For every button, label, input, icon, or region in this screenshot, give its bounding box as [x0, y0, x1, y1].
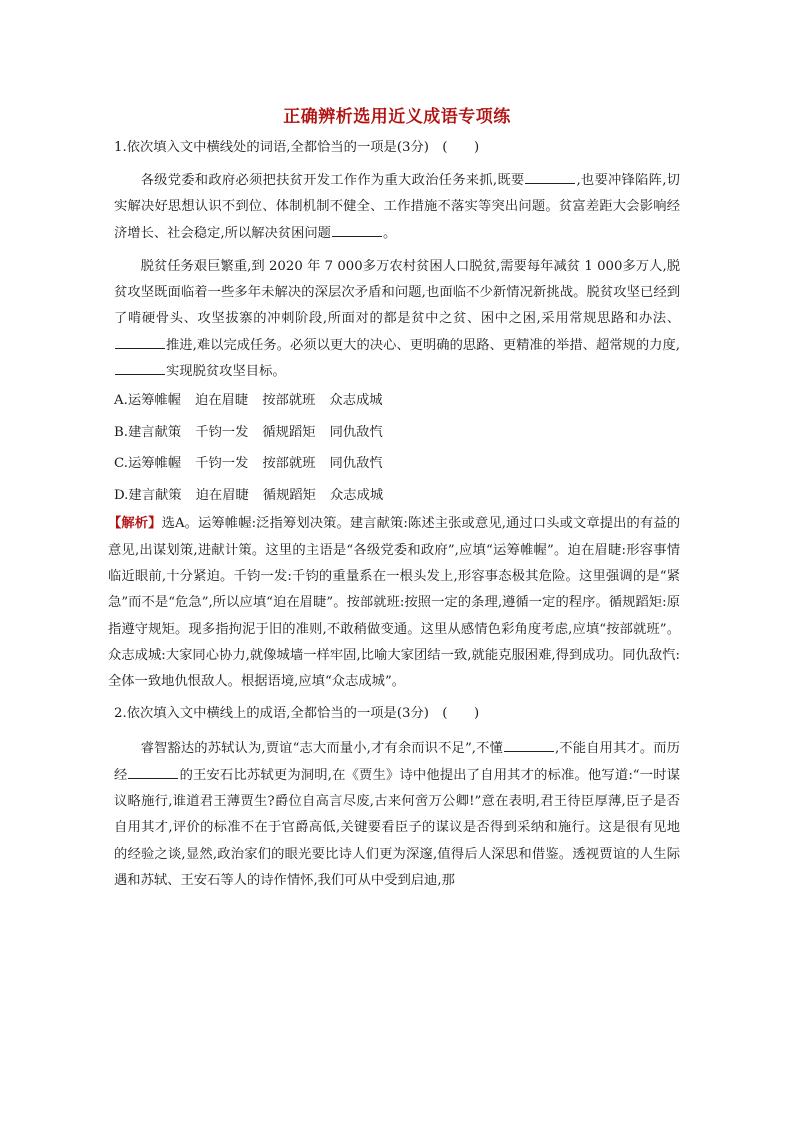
answer-blank — [525, 169, 575, 184]
question-1-stem: 1.依次填入文中横线处的词语,全都恰当的一项是(3分) ( ) — [114, 140, 480, 155]
question-1-passage-1: 各级党委和政府必须把扶贫开发工作作为重大政治任务来抓,既要 ,也要冲锋陷阵,切实解决好思想认识不到位、体制机制不健全、工作措施不落实等突出问题。贫富差距大会影响经济增长、社会稳定,所以解决贫困问题 。 — [114, 168, 680, 247]
option-d: D.建言献策 迫在眉睫 循规蹈矩 众志成城 — [114, 487, 384, 503]
answer-blank — [115, 334, 165, 349]
answer-blank — [332, 222, 382, 237]
option-b: B.建言献策 千钧一发 循规蹈矩 同仇敌忾 — [114, 424, 383, 440]
question-2-stem: 2.依次填入文中横线上的成语,全都恰当的一项是(3分) ( ) — [114, 706, 480, 722]
document-page — [108, 100, 680, 894]
question-2-passage-1: 睿智豁达的苏轼认为,贾谊“志大而量小,才有余而识不足”,不懂 ,不能自用其才。而历经 的王安石比苏轼更为洞明,在《贾生》诗中他提出了自用其才的标准。他写道:“一时谋议略施行,谁道君王薄贾生?爵位自高言尽废,古来何啻万公卿!”意在表明,君王待臣厚薄,臣子是否自用其才,评价的标准不在于官爵高低,关键要看臣子的谋议是否得到采纳和施行。这是很有见地的经验之谈,显然,政治家们的眼光要比诗人们更为深邃,值得后人深思和借鉴。透视贾谊的人生际遇和苏轼、王安石等人的诗作情怀,我们可从中受到启迪,那 — [114, 736, 680, 894]
answer-blank — [128, 764, 178, 779]
option-c: C.运筹帷幄 千钧一发 按部就班 同仇敌忾 — [114, 456, 383, 472]
answer-blank — [115, 360, 165, 375]
analysis-tag: 【解析】 — [108, 516, 162, 532]
option-a: A.运筹帷幄 迫在眉睫 按部就班 众志成城 — [114, 393, 383, 409]
answer-blank — [504, 737, 554, 752]
question-1-analysis: 【解析】选A。运筹帷幄:泛指筹划决策。建言献策:陈述主张或意见,通过口头或文章提出的有益的意见,出谋划策,进献计策。这里的主语是“各级党委和政府”,应填“运筹帷幄”。迫在眉睫:形容事情临近眼前,十分紧迫。千钧一发:千钧的重量系在一根头发上,形容事态极其危险。这里强调的是“紧急”而不是“危急”,所以应填“迫在眉睫”。按部就班:按照一定的条理,遵循一定的程序。循规蹈矩:原指遵守规矩。现多指拘泥于旧的准则,不敢稍做变通。这里从感情色彩角度考虑,应填“按部就班”。众志成城:大家同心协力,就像城墙一样牢固,比喻大家团结一致,就能克服困难,得到成功。同仇敌忾:全体一致地仇恨敌人。根据语境,应填“众志成城”。 — [108, 516, 680, 690]
question-1-passage-2: 脱贫任务艰巨繁重,到 2020 年 7 000多万农村贫困人口脱贫,需要每年减贫 1 000多万人,脱贫攻坚既面临着一些多年未解决的深层次矛盾和问题,也面临不少新情况新挑战。脱贫攻坚已经到了啃硬骨头、攻坚拔寨的冲刺阶段,所面对的都是贫中之贫、困中之困,采用常规思路和办法、推进,难以完成任务。必须以更大的决心、更明确的思路、更精准的举措、超常规的力度,实现脱贫攻坚目标。 — [114, 258, 680, 380]
page-title: 正确辨析选用近义成语专项练 — [283, 107, 511, 127]
